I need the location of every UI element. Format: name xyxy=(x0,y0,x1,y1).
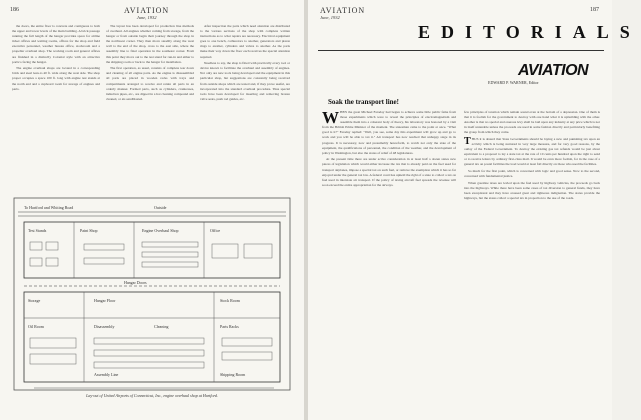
drop-paragraph xyxy=(464,137,600,168)
running-title: AVIATION xyxy=(320,6,366,15)
article-title: Soak the transport line! xyxy=(328,98,399,106)
paragraph: When gasoline taxes are levied upon the fuel used by highway vehicles, the proceeds go back into the highways. While there have been some cases of tax diversion to general funds, they have been exceptional and they have aroused great and righteous indignation. The states provide the highways, but the states collect a special tax in proportion to the use of the roads. xyxy=(464,180,600,200)
hangar-floor-label: Hangar Floor xyxy=(94,298,116,303)
paint-shop-label: Paint Shop xyxy=(80,228,98,233)
paragraph: So much for the first point, which is concerned with logic and good sense. Now to the second, concerned with fundamental justice. xyxy=(464,169,600,179)
cleaning-label: Cleaning xyxy=(154,324,169,329)
stock-room-label: Stock Room xyxy=(220,298,240,303)
office-label: Office xyxy=(210,228,221,233)
lead-paragraph xyxy=(322,110,456,156)
paragraph: The first operation, as usual, consists of complete tear down and cleaning of all engine parts. As the engine is disassembled all parts are placed in wooden racks with trays and compartments arranged to receive and retain all parts in an orderly manner. Formed parts, such as cylinders, crankcases, induction pipes, etc., are dipped in a hot cleaning compound and cleaned, or air-sandblasted. xyxy=(106,66,194,101)
text-column-3 xyxy=(200,24,290,194)
running-date: June, 1932 xyxy=(136,15,157,20)
shop-layout-diagram xyxy=(14,198,290,390)
drop-cap-w: W xyxy=(322,108,339,127)
left-page xyxy=(0,0,304,420)
paragraph: The engine overhaul shops are located in a corresponding brick and steel lean-to 40 ft. wide along the west side. The shop proper occupies a space 100 ft. long with engine test stands at the north end and a cupboard room for storage of engines and parts. xyxy=(12,66,100,91)
engine-shop-label: Engine Overhaul Shop xyxy=(142,228,179,233)
assembly-line-label: Assembly Line xyxy=(94,372,119,377)
oil-room-label: Oil Room xyxy=(28,324,44,329)
running-head xyxy=(320,6,365,20)
outside-label: Outside xyxy=(154,205,167,210)
text-column-1 xyxy=(322,110,456,410)
paragraph: the doors, the entire floor is concrete and contiguous to both the upper and lower levels of the main building. A brick passage running the full length of the hangar provides space for airline ticket offices and waiting rooms, offices for the shop and field executive personnel, weather bureau office, stockroom and a propeller overhaul shop. The working room and general offices are finished in a distinctly Colonial style with an attractive portico facing the hangar. xyxy=(12,24,100,64)
running-title: AVIATION xyxy=(124,6,170,15)
text-column-1 xyxy=(12,24,100,194)
editor-credit: EDWARD P. WARNER, Editor xyxy=(488,80,539,85)
running-date: June, 1932 xyxy=(320,15,340,20)
road-label: To Hartford and Whiting Road xyxy=(24,205,74,210)
parts-racks-label: Parts Racks xyxy=(220,324,239,329)
section-title: EDITORIALS xyxy=(418,22,641,42)
shipping-room-label: Shipping Room xyxy=(220,372,246,377)
aviation-logo: AVIATION xyxy=(518,62,589,79)
paragraph: At the present time there are under active consideration in at least half a dozen states new pieces of legislation which would either increase the tax that is already paid on the fuel used for transport airplanes, impose a special tax on such fuel, or remove the exemption which it has so far enjoyed under the general tax law. A federal court has upheld the right of a state to collect a tax on fuel used in interstate air transport. If the policy of taxing aircraft fuel spreads the revenue will soon exceed the entire appropriation for the airways. xyxy=(322,157,456,187)
figure-caption: Lay-out of United Airports of Connecticut, Inc., engine overhaul shop at Hartford. xyxy=(86,393,218,398)
paragraph: After inspection the parts which need attention are distributed to the various sections of the shop with complete written instructions as to what repairs are necessary. Electrical equipment goes to one bench, carburetors to another, generators and piston rings to another, cylinders and valves to another. As the parts make their way down the floor each receives the special attention required. xyxy=(200,24,290,59)
paragraph: The layout has been developed for production line methods of overhaul. All engines whether coming from storage, from the hangar or from outside begin their journey through the shop in the northwest corner. They then move steadily along the west wall to the end of the shop, cross to the east side, where the assembly line to final operation in the southeast corner. From this point they move out to the test stand for run-in and either to the shipping room or back to the hangar for installation. xyxy=(106,24,194,64)
drop-cap-t: T xyxy=(464,135,471,147)
test-stands-label: Test Stands xyxy=(28,228,47,233)
page-number: 186 xyxy=(10,7,19,13)
paragraph: Needless to say, the shop is fitted with practically every tool or device known to facilitate the overhaul and assembly of engines. Not only are new tools being developed and the equipment in this particular shop, but suggestions are constantly being received from outside shops which are tested and, if they prove useful, are incorporated into the standard overhaul procedure. Thus special tools have been developed for inserting and removing bronze valve seats, push rod guides, etc. xyxy=(200,61,290,101)
running-head xyxy=(124,6,169,20)
paragraph: few principles of taxation which remain sound even at the bottom of a depression. One of them is that it is foolish for the government to destroy with one hand what it is upbuilding with the other. Another is that no special and onerous levy shall be laid upon any industry at any price which is not in itself untenable unless the proceeds are used in some fashion directly and particularly benefiting the group from which they come. xyxy=(464,110,600,135)
paragraph: HUS it is absurd that State Governments should be laying a new and punishing tax upon an activity which is being nurtured in very large measure, and for very good reasons, by the outlay of the Federal Government. To destroy the existing gas tax refunds would be just about equivalent to a proposal to lay a state tax at the rate of 10 cents per hundred upon the right to send or to receive letters by ordinary first-class mail. It would be even more foolish, for in the case of a general tax on postal facilities the load would at least fall directly on those who used the facilities. xyxy=(464,136,600,167)
page-number: 187 xyxy=(590,7,599,13)
text-column-2 xyxy=(464,110,600,410)
hangar-doors-label: Hangar Doors xyxy=(124,280,147,285)
text-column-2 xyxy=(106,24,194,194)
masthead-rule xyxy=(318,50,604,51)
paragraph: HEN the great Michael Faraday had begun to achieve some little public fame from those experiments which were to reveal the principles of electromagnetism and assemble them into a coherent body of theory, his laboratory was honored by a visit from the British Prime Minister of the moment. The statesman came to the point at once. "What good is it?" Faraday replied: "Well, you see, some day this experiment will grow up and go to work and you will be able to tax it." Air transport has now reached that unhappy stage in its progress. It is necessary, now and presumably henceforth, to watch not only the state of the equipment, the qualifications of personnel, the condition of the weather, and the development of policy in Washington, but also the states of relief of 48 legislatures. xyxy=(322,110,456,155)
storage-label: Storage xyxy=(28,298,41,303)
disassembly-label: Disassembly xyxy=(94,324,115,329)
right-page xyxy=(308,0,641,420)
